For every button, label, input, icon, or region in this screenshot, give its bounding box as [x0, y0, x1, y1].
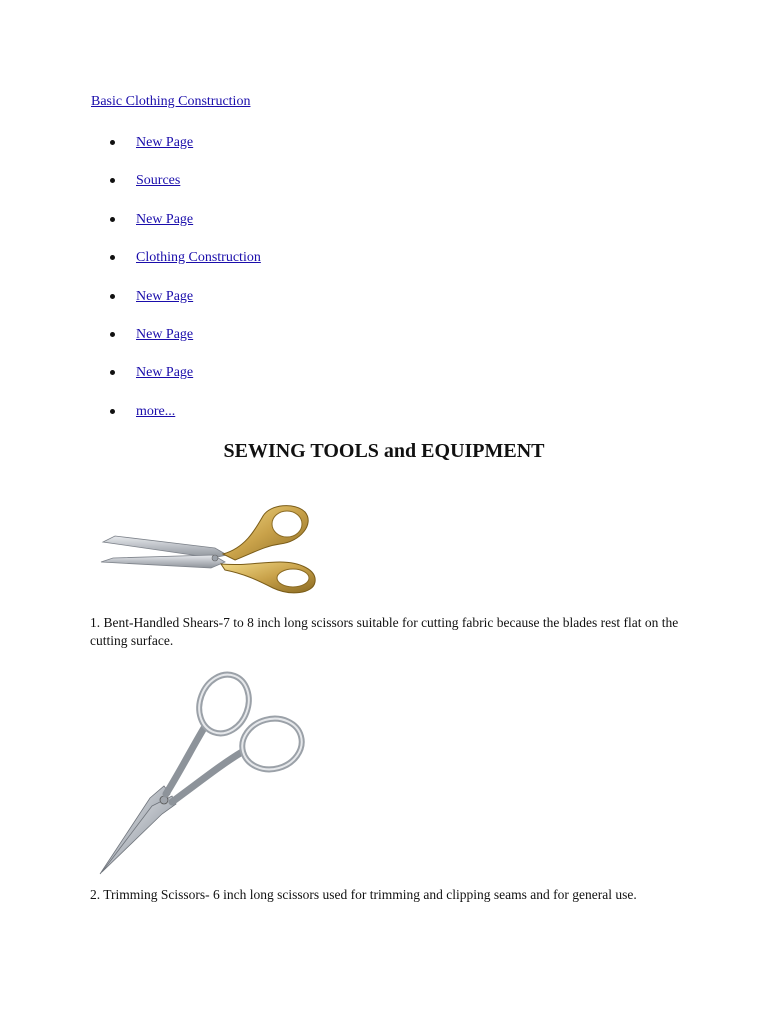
item-description-1: 1. Bent-Handled Shears-7 to 8 inch long scissors suitable for cutting fabric because the blades rest flat on the cutting surface.: [90, 615, 679, 648]
nav-link-new-page-3[interactable]: New Page: [136, 288, 194, 304]
nav-link-sources[interactable]: Sources: [136, 173, 181, 189]
nav-item: [109, 363, 261, 401]
nav-link-more[interactable]: more...: [136, 403, 176, 419]
basic-clothing-construction-link[interactable]: Basic Clothing Construction: [91, 94, 251, 109]
bent-handled-shears-image: [95, 500, 325, 600]
nav-item: [109, 133, 261, 171]
nav-item: [109, 287, 261, 325]
nav-item: [109, 325, 261, 363]
nav-item: [109, 248, 261, 286]
nav-link-new-page-1[interactable]: New Page: [136, 135, 194, 150]
item-description-2: 2. Trimming Scissors- 6 inch long scissors used for trimming and clipping seams and for general use.: [90, 887, 637, 902]
nav-item: [109, 171, 261, 209]
page-title: SEWING TOOLS and EQUIPMENT: [223, 440, 545, 462]
nav-link-clothing-construction[interactable]: Clothing Construction: [136, 250, 261, 266]
page-nav-list: [109, 133, 261, 440]
nav-link-new-page-2[interactable]: New Page: [136, 211, 194, 227]
nav-link-new-page-4[interactable]: New Page: [136, 326, 194, 342]
trimming-scissors-image: [92, 668, 332, 878]
nav-link-new-page-5[interactable]: New Page: [136, 365, 194, 381]
nav-item: [109, 210, 261, 248]
nav-item: [109, 402, 261, 440]
